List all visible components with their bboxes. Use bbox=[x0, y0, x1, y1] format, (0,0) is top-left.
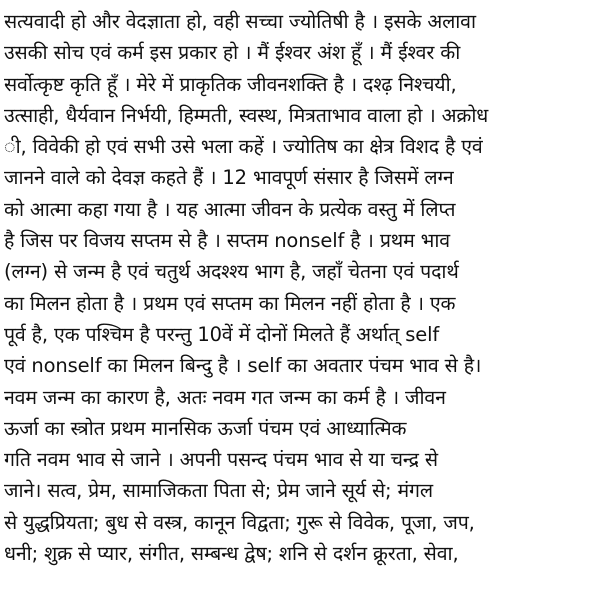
text-line-18: धनी; शुक्र से प्यार, संगीत, सम्बन्ध द्वेष; शनि से दर्शन क्रूरता, सेवा, bbox=[4, 542, 459, 566]
text-line-7: को आत्मा कहा गया है । यह आत्मा जीवन के प्रत्येक वस्तु में लिप्त bbox=[4, 197, 456, 221]
text-line-12: एवं nonself का मिलन बिन्दु है । self का अवतार पंचम भाव से है। bbox=[4, 354, 482, 378]
text-line-11: पूर्व है, एक पश्चिम है परन्तु 10वें में दोनों मिलते हैं अर्थात् self bbox=[4, 322, 440, 346]
text-line-3: सर्वोत्कृष्ट कृति हूँ । मेरे में प्राकृतिक जीवनशक्ति है । दश्ढ़ निश्चयी, bbox=[4, 72, 457, 96]
text-line-16: जाने। सत्व, प्रेम, सामाजिकता पिता से; प्रेम जाने सूर्य से; मंगल bbox=[4, 479, 433, 503]
text-line-2: उसकी सोच एवं कर्म इस प्रकार हो । मैं ईश्वर अंश हूँ । मैं ईश्वर की bbox=[4, 41, 461, 65]
text-line-4: उत्साही, धैर्यवान निर्भयी, हिम्मती, स्वस्थ, मित्रताभाव वाला हो । अक्रोध bbox=[4, 103, 489, 127]
text-line-1: सत्यवादी हो और वेदज्ञाता हो, वही सच्चा ज्योतिषी है । इसके अलावा bbox=[4, 10, 476, 33]
text-line-10: का मिलन होता है । प्रथम एवं सप्तम का मिलन नहीं होता है । एक bbox=[4, 291, 456, 315]
text-line-5: ी, विवेकी हो एवं सभी उसे भला कहें । ज्योतिष का क्षेत्र विशद है एवं bbox=[4, 135, 483, 159]
text-line-14: ऊर्जा का स्त्रोत प्रथम मानसिक ऊर्जा पंचम एवं आध्यात्मिक bbox=[4, 416, 407, 440]
text-line-9: (लग्न) से जन्म है एवं चतुर्थ अदश्श्य भाग है, जहाँ चेतना एवं पदार्थ bbox=[4, 260, 459, 284]
text-line-17: से युद्धप्रियता; बुध से वस्त्र, कानून विद्वता; गुरू से विवेक, पूजा, जप, bbox=[4, 510, 475, 534]
text-line-15: गति नवम भाव से जाने । अपनी पसन्द पंचम भाव से या चन्द्र से bbox=[4, 448, 438, 472]
text-line-6: जानने वाले को देवज्ञ कहते हैं । 12 भावपूर्ण संसार है जिसमें लग्न bbox=[4, 166, 454, 190]
text-line-13: नवम जन्म का कारण है, अतः नवम गत जन्म का कर्म है । जीवन bbox=[4, 385, 446, 409]
text-line-8: है जिस पर विजय सप्तम से है । सप्तम nonself है । प्रथम भाव bbox=[4, 229, 450, 253]
